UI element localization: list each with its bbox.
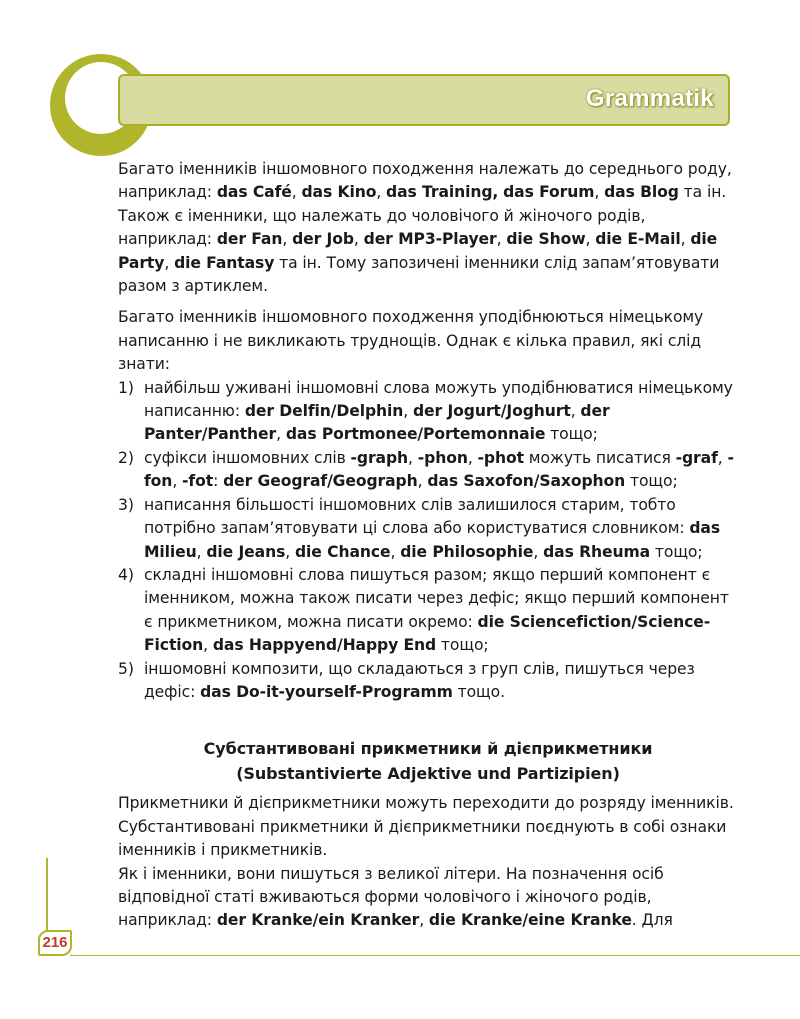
list-item-number: 1) bbox=[118, 378, 134, 397]
text-run: тощо; bbox=[436, 636, 489, 655]
text-run: тощо. bbox=[452, 682, 505, 701]
example-term: das Café bbox=[216, 183, 292, 202]
list-item bbox=[118, 377, 738, 447]
example-term: der Jogurt/Joghurt bbox=[413, 402, 571, 421]
text-run: , bbox=[570, 402, 581, 421]
example-term: die Chance bbox=[294, 542, 391, 561]
list-item-text bbox=[144, 660, 695, 701]
text-run: складні іншомовні слова пишуться разом; якщо перший компонент є іменником, можна також писати через дефіс; якщо перший компонент є прикметником, можна писати окремо: bbox=[144, 565, 729, 631]
section-title: Grammatik bbox=[585, 85, 714, 112]
main-text bbox=[118, 158, 738, 941]
example-term: die E-Mail bbox=[595, 230, 681, 249]
text-run: написання більшості іншомовних слів залишилося старим, тобто потрібно запам’ятовувати ці слова або користуватися словником: bbox=[144, 495, 690, 538]
text-run: , bbox=[285, 542, 295, 561]
text-run: , bbox=[717, 448, 728, 467]
list-item bbox=[118, 447, 738, 494]
section-banner bbox=[118, 74, 730, 126]
example-term: der Job bbox=[292, 230, 354, 249]
list-item-text bbox=[144, 379, 733, 444]
example-term: das Training, bbox=[386, 183, 499, 202]
intro-paragraph-2 bbox=[118, 306, 738, 376]
example-term: das Blog bbox=[604, 183, 679, 202]
example-term: die Philosophie bbox=[400, 542, 534, 561]
text-run: , bbox=[496, 230, 507, 249]
text-run: . Для bbox=[631, 911, 673, 930]
example-term: das Saxofon/Saxophon bbox=[427, 472, 626, 491]
subsection-heading-de: (Substantivierte Adjektive und Partizipien) bbox=[236, 764, 620, 784]
text-run: , bbox=[533, 542, 544, 561]
text-run: тощо; bbox=[650, 542, 703, 561]
example-term: der Fan bbox=[216, 230, 283, 249]
text-run: , bbox=[196, 542, 207, 561]
text-run: , bbox=[417, 472, 428, 491]
text-run: Прикметники й дієприкметники можуть переходити до розряду іменників. Субстантивовані прикметники й дієприкметники поєднують в собі ознаки іменників і прикметників. bbox=[118, 794, 734, 860]
example-term: das Portmonee/Portemonnaie bbox=[285, 425, 546, 444]
example-term: -fon bbox=[144, 448, 734, 491]
text-run: , bbox=[291, 183, 302, 202]
margin-line bbox=[46, 858, 48, 938]
text-run: Багато іменників іншомовного походження належать до середнього роду, наприклад: bbox=[118, 160, 732, 202]
text-run: , bbox=[203, 636, 213, 655]
text-run: , bbox=[282, 230, 293, 249]
section-paragraph-1 bbox=[118, 792, 738, 862]
text-run: , bbox=[408, 448, 418, 467]
list-item-number: 3) bbox=[118, 495, 134, 514]
list-item-text bbox=[144, 566, 729, 654]
page-number: 216 bbox=[42, 934, 68, 951]
example-term: -fot bbox=[182, 472, 214, 491]
text-run: , bbox=[353, 230, 364, 249]
text-run: найбільш уживані іншомовні слова можуть уподібнюватися німецькому написанню: bbox=[144, 378, 733, 421]
text-run: , bbox=[419, 911, 429, 930]
list-item-number: 5) bbox=[118, 659, 134, 678]
page-number-badge bbox=[38, 930, 72, 956]
text-run: , bbox=[594, 183, 605, 202]
list-item-number: 2) bbox=[118, 448, 134, 467]
example-term: die Party bbox=[118, 230, 718, 272]
example-term: der Geograf/Geograph bbox=[223, 472, 418, 491]
list-item bbox=[118, 494, 738, 564]
list-item bbox=[118, 564, 738, 658]
text-run: та ін. Тому запозичені іменники слід запам’ятовувати разом з артиклем. bbox=[118, 253, 720, 296]
example-term: der MP3-Player bbox=[363, 230, 497, 249]
example-term: -graph bbox=[350, 448, 409, 467]
example-term: der Delfin/Delphin bbox=[244, 402, 404, 421]
text-run: суфікси іншомовних слів bbox=[144, 448, 351, 467]
text-run: , bbox=[680, 230, 691, 249]
text-run: , bbox=[403, 402, 413, 421]
intro-paragraph-1 bbox=[118, 158, 738, 298]
text-run: : bbox=[213, 472, 224, 491]
subsection-heading-ua: Субстантивовані прикметники й дієприкметники bbox=[203, 739, 653, 759]
subsection-heading bbox=[118, 736, 738, 786]
footer-line bbox=[70, 955, 800, 956]
text-run: , bbox=[390, 542, 401, 561]
rules-list bbox=[118, 377, 738, 705]
example-term: -phot bbox=[477, 448, 524, 467]
example-term: -phon bbox=[417, 448, 468, 467]
list-item-number: 4) bbox=[118, 565, 134, 584]
text-run: та ін. Також є іменники, що належать до чоловічого й жіночого родів, наприклад: bbox=[118, 183, 727, 249]
example-term: die Jeans bbox=[206, 542, 286, 561]
text-run: тощо; bbox=[625, 472, 678, 491]
text-run: , bbox=[276, 425, 286, 444]
list-item-text bbox=[144, 449, 734, 490]
example-term: die Fantasy bbox=[174, 253, 275, 272]
example-term: der Kranke/ein Kranker bbox=[216, 911, 420, 930]
list-item-text bbox=[144, 496, 720, 561]
text-run: , bbox=[376, 183, 387, 202]
text-run: іншомовні композити, що складаються з груп слів, пишуться через дефіс: bbox=[144, 659, 695, 701]
example-term: das Happyend/Happy End bbox=[212, 636, 437, 655]
example-term: der Panter/Panther bbox=[144, 402, 610, 444]
example-term: das Do-it-yourself-Programm bbox=[200, 682, 453, 701]
example-term: die Sciencefiction/Science-Fiction bbox=[144, 612, 711, 655]
text-run: тощо; bbox=[545, 425, 598, 444]
text-run: , bbox=[585, 230, 596, 249]
example-term: das Forum bbox=[503, 183, 595, 202]
example-term: das Rheuma bbox=[543, 542, 651, 561]
text-run: Багато іменників іншомовного походження уподібнюються німецькому написанню і не викликають труднощів. Однак є кілька правил, які слід знати: bbox=[118, 308, 704, 374]
text-run: , bbox=[164, 253, 175, 272]
example-term: die Kranke/eine Kranke bbox=[428, 911, 632, 930]
example-term: das Milieu bbox=[144, 519, 721, 561]
list-item bbox=[118, 658, 738, 705]
example-term: -graf bbox=[675, 448, 718, 467]
example-term: die Show bbox=[506, 230, 586, 249]
text-run: , bbox=[172, 472, 183, 491]
example-term: das Kino bbox=[301, 183, 377, 202]
text-run: , bbox=[467, 448, 478, 467]
text-run: Як і іменники, вони пишуться з великої літери. На позначення осіб відповідної статі вживаються форми чоловічого і жіночого родів, наприклад: bbox=[118, 864, 664, 930]
section-paragraph-2 bbox=[118, 863, 738, 933]
text-run: можуть писатися bbox=[523, 448, 676, 467]
